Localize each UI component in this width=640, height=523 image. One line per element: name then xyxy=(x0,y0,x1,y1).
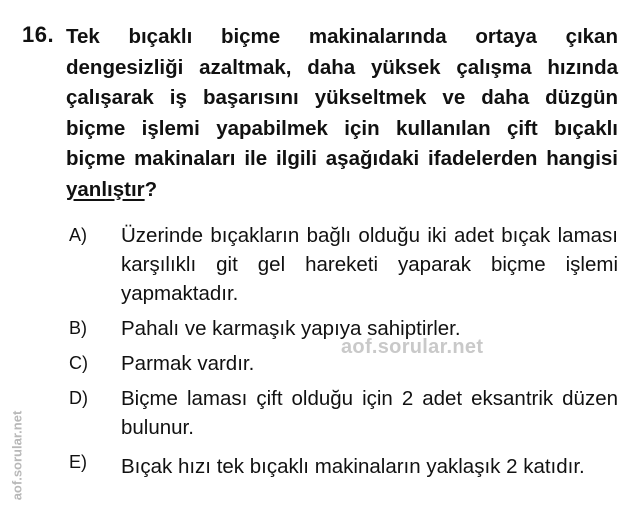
option-text: Parmak vardır. xyxy=(121,352,255,375)
question-mark: ? xyxy=(144,177,158,201)
option-text: Bıçak hızı tek bıçaklı makinaların yaklaşık 2 katıdır. xyxy=(121,455,585,478)
option-text: Biçme laması çift olduğu için 2 adet eksantrik düzen bulunur. xyxy=(121,387,618,439)
option-letter: E) xyxy=(69,452,87,472)
option-e[interactable] xyxy=(66,452,618,481)
option-letter: D) xyxy=(69,388,88,408)
option-d[interactable] xyxy=(66,384,618,442)
watermark-center: aof.sorular.net xyxy=(341,336,484,358)
question-emphasis: yanlıştır xyxy=(66,177,145,201)
option-text: Pahalı ve karmaşık yapıya sahiptirler. xyxy=(121,317,461,340)
option-letter: B) xyxy=(69,318,87,338)
option-letter: C) xyxy=(69,353,88,373)
question-number: 16. xyxy=(22,22,55,47)
watermark-side: aof.sorular.net xyxy=(9,410,25,501)
option-text: Üzerinde bıçakların bağlı olduğu iki adet bıçak laması karşılıklı git gel hareketi yaparak biçme işlemi yapmaktadır. xyxy=(121,224,618,305)
option-letter: A) xyxy=(69,225,87,245)
question-stem: Tek bıçaklı biçme makinalarında ortaya çıkan dengesizliği azaltmak, daha yüksek çalışma hızında çalışarak iş başarısını yükseltmek ve daha düzgün biçme işlemi yapabilmek için kullanılan çift bıçaklı biçme makinaları ile ilgili aşağıdaki ifadelerden hangisi xyxy=(66,25,618,170)
option-a[interactable] xyxy=(66,221,618,308)
question-text xyxy=(66,22,618,205)
